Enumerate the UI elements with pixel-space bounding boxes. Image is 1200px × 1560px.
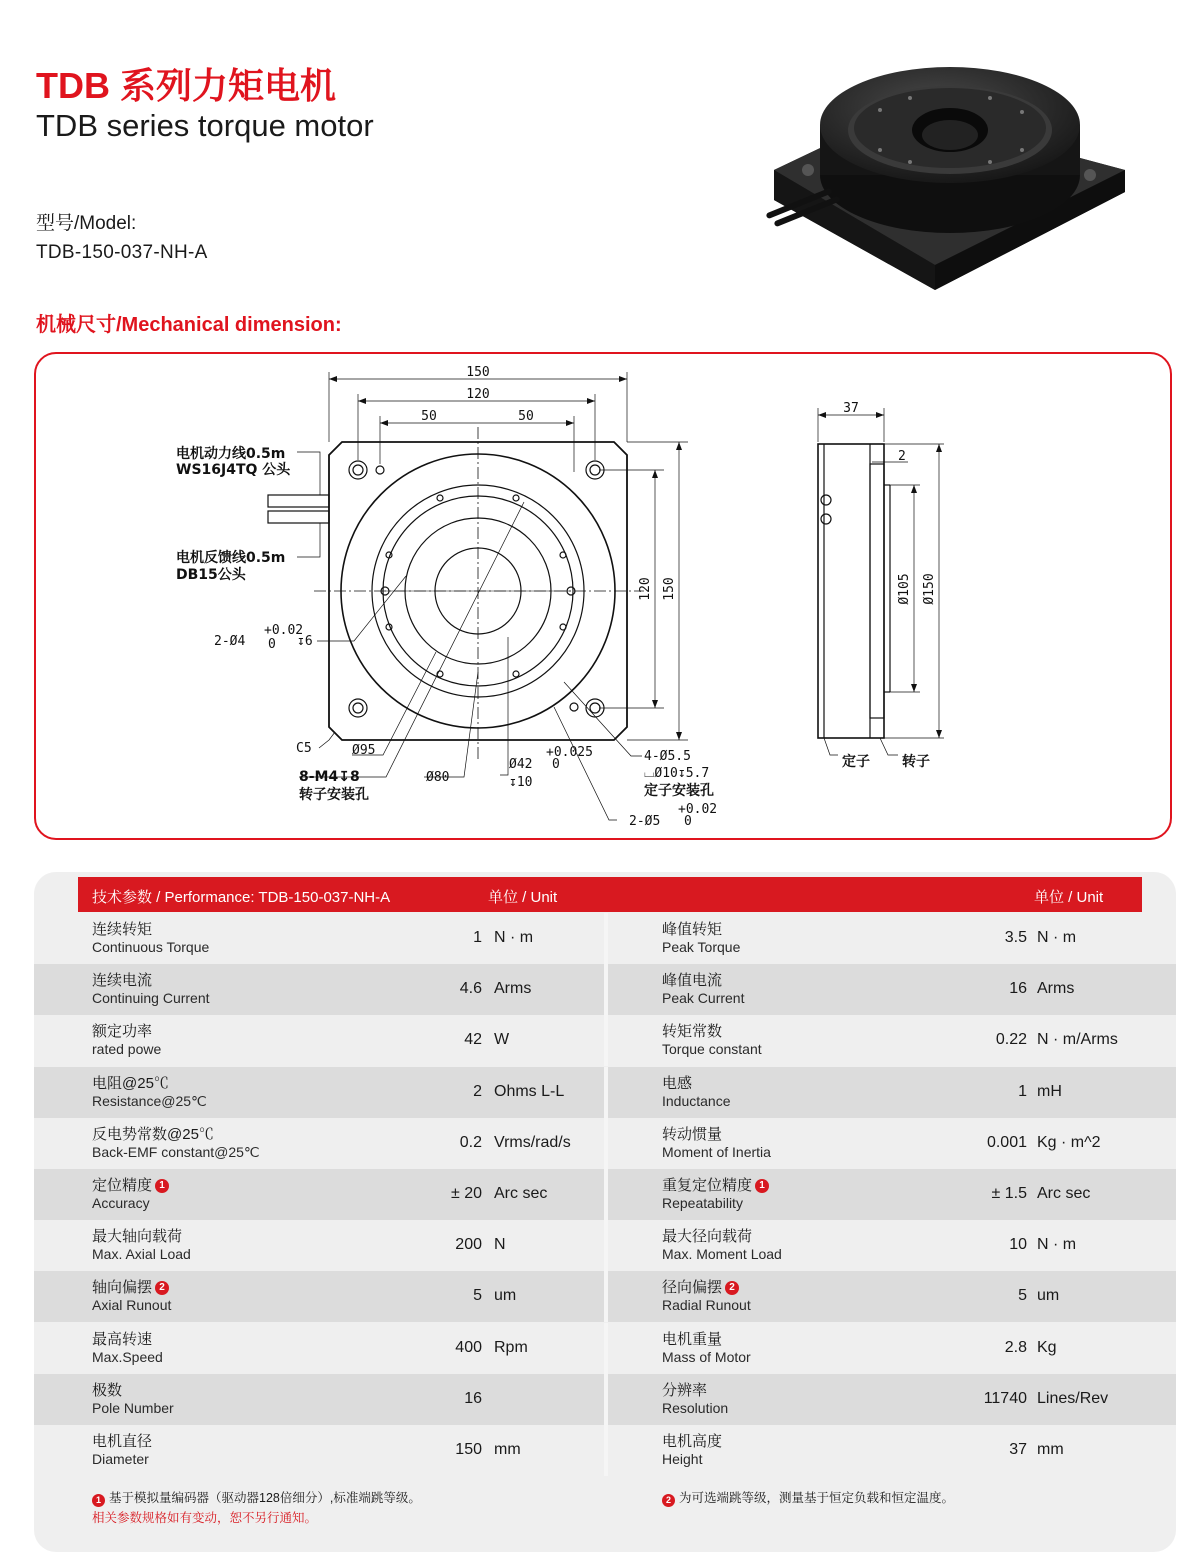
spec-value-left: 2 — [473, 1082, 482, 1100]
spec-name-en-right: Resolution — [662, 1399, 729, 1416]
spec-value-left: 16 — [464, 1389, 482, 1407]
spec-name-cn-left: 连续转矩 — [92, 921, 153, 938]
dia-150-label: Ø150 — [922, 573, 937, 605]
spec-name-en-left: Continuing Current — [92, 990, 210, 1007]
spec-value-left: 0.2 — [459, 1133, 482, 1151]
spec-name-en-left: rated powe — [92, 1041, 162, 1058]
spec-row — [34, 1425, 1176, 1476]
footnote-2-marker: 2 — [662, 1494, 675, 1507]
power-line-label-2: WS16J4TQ 公头 — [176, 462, 291, 478]
spec-row — [34, 1015, 1176, 1066]
spec-value-right: 1 — [1018, 1082, 1027, 1100]
mechanical-heading: 机械尺寸/Mechanical dimension: — [36, 314, 342, 336]
spec-name-en-left: Back-EMF constant@25℃ — [92, 1143, 260, 1160]
spec-row — [34, 913, 1176, 964]
motor-photo — [760, 50, 1140, 310]
footnote-1-text: 基于模拟量编码器（驱动器128倍细分）,标准端跳等级。 — [109, 1491, 421, 1505]
spec-name-en-right: Peak Torque — [662, 939, 741, 955]
spec-name-cn-right: 峰值转矩 — [662, 921, 723, 938]
performance-header — [78, 877, 1142, 912]
hole-2x5-tol-up: +0.02 — [678, 802, 718, 817]
spec-row — [34, 1220, 1176, 1271]
page-title-cn: TDB 系列力矩电机 — [36, 65, 336, 106]
row-divider — [604, 1015, 608, 1066]
dim-50b-label: 50 — [518, 409, 534, 424]
spec-name-en-right: Mass of Motor — [662, 1348, 751, 1365]
spec-unit-right: N · m — [1037, 1236, 1077, 1254]
note-marker: 2 — [725, 1281, 739, 1295]
hole-4x55-label: 4-Ø5.5 — [644, 749, 691, 764]
spec-name-en-right: Torque constant — [662, 1041, 762, 1058]
row-divider — [604, 1067, 608, 1118]
spec-name-en-left: Pole Number — [92, 1399, 174, 1416]
spec-name-en-right: Inductance — [662, 1092, 731, 1109]
dim-v150-label: 150 — [662, 577, 677, 601]
spec-name-cn-right: 电机高度 — [662, 1433, 723, 1450]
note-marker: 1 — [155, 1179, 169, 1193]
spec-unit-left: Rpm — [494, 1338, 528, 1356]
spec-row — [34, 1169, 1176, 1220]
spec-name-cn-right: 电机重量 — [662, 1330, 723, 1348]
hole-2x4-tol-up: +0.02 — [264, 623, 304, 638]
row-divider — [604, 1169, 608, 1220]
row-divider — [604, 1118, 608, 1169]
spec-unit-right: um — [1037, 1287, 1060, 1305]
stator-label: 定子 — [842, 754, 870, 770]
dim-37-label: 37 — [843, 401, 859, 416]
spec-value-right: 3.5 — [1004, 929, 1027, 946]
spec-unit-right: Arc sec — [1037, 1185, 1091, 1202]
spec-name-cn-right: 径向偏摆 2 — [662, 1276, 739, 1297]
spec-value-left: ± 20 — [450, 1185, 482, 1202]
row-divider — [604, 1374, 608, 1425]
footnote-1 — [92, 1488, 421, 1507]
spec-value-right: ± 1.5 — [991, 1185, 1027, 1202]
spec-value-right: 16 — [1009, 980, 1027, 998]
row-divider — [604, 1220, 608, 1271]
stator-mount-label: 定子安装孔 — [644, 783, 714, 799]
counterbore-label: ⌴Ø10↧5.7 — [644, 766, 710, 781]
row-divider — [604, 913, 608, 964]
hole-2x4-depth: ↧6 — [297, 634, 313, 649]
spec-unit-right: Kg · m^2 — [1037, 1133, 1101, 1151]
spec-unit-right: N · m/Arms — [1037, 1031, 1118, 1049]
spec-value-right: 0.22 — [995, 1031, 1027, 1049]
chamfer-label: C5 — [296, 741, 312, 756]
dia-105-label: Ø105 — [897, 573, 912, 605]
spec-unit-left: N — [494, 1236, 506, 1254]
dim-2-label: 2 — [898, 449, 906, 464]
spec-row — [34, 1118, 1176, 1169]
spec-row — [34, 964, 1176, 1015]
spec-name-en-left: Accuracy — [92, 1195, 150, 1211]
footnote-3: 相关参数规格如有变动，恕不另行通知。 — [92, 1511, 318, 1525]
spec-unit-right: Arms — [1037, 980, 1075, 998]
spec-value-right: 0.001 — [986, 1133, 1027, 1151]
row-divider — [604, 1323, 608, 1374]
spec-value-right: 11740 — [983, 1389, 1027, 1407]
dia-95-label: Ø95 — [352, 743, 376, 758]
spec-name-en-left: Continuous Torque — [92, 939, 210, 955]
spec-name-cn-right: 电感 — [662, 1074, 693, 1092]
spec-value-left: 1 — [473, 929, 482, 946]
spec-name-en-right: Radial Runout — [662, 1297, 751, 1314]
spec-name-en-right: Height — [662, 1451, 703, 1467]
spec-name-cn-right: 转矩常数 — [662, 1023, 723, 1041]
spec-name-en-right: Peak Current — [662, 990, 745, 1007]
dim-150-label: 150 — [466, 365, 490, 380]
spec-unit-right: mH — [1037, 1082, 1062, 1100]
performance-header-unit-left: 单位 / Unit — [488, 889, 558, 906]
dia-42-label: Ø42 — [509, 757, 533, 772]
dia-42-depth: ↧10 — [509, 775, 533, 790]
spec-name-en-left: Resistance@25℃ — [92, 1092, 207, 1109]
spec-value-right: 5 — [1018, 1287, 1027, 1305]
spec-name-cn-left: 额定功率 — [92, 1023, 153, 1041]
spec-name-en-right: Moment of Inertia — [662, 1143, 771, 1160]
performance-header-title: 技术参数 / Performance: TDB-150-037-NH-A — [92, 889, 391, 906]
row-divider — [604, 1271, 608, 1322]
note-marker: 2 — [155, 1281, 169, 1295]
spec-name-cn-left: 电机直径 — [92, 1433, 153, 1450]
spec-value-right: 10 — [1009, 1236, 1027, 1254]
spec-name-cn-left: 定位精度 1 — [92, 1174, 169, 1195]
spec-name-cn-left: 极数 — [92, 1381, 123, 1399]
spec-row — [34, 1323, 1176, 1374]
note-marker: 1 — [755, 1179, 769, 1193]
performance-header-unit-right: 单位 / Unit — [1034, 889, 1104, 906]
spec-row — [34, 1067, 1176, 1118]
dim-v120-label: 120 — [638, 577, 653, 601]
footnote-2-text: 为可选端跳等级，测量基于恒定负载和恒定温度。 — [679, 1491, 955, 1505]
spec-name-cn-right: 分辨率 — [662, 1381, 708, 1399]
spec-value-left: 5 — [473, 1287, 482, 1305]
hole-2x5-label: 2-Ø5 — [629, 814, 661, 829]
spec-unit-right: mm — [1037, 1441, 1064, 1458]
hole-2x5-tol-low: 0 — [684, 814, 692, 829]
spec-name-en-left: Max.Speed — [92, 1348, 163, 1365]
spec-unit-left: Vrms/rad/s — [494, 1133, 571, 1151]
spec-unit-left: N · m — [494, 929, 534, 946]
spec-value-right: 37 — [1009, 1441, 1027, 1458]
spec-name-cn-left: 反电势常数@25℃ — [92, 1125, 214, 1143]
row-divider — [604, 964, 608, 1015]
rotor-mount-label: 转子安装孔 — [299, 787, 369, 803]
footnote-1-marker: 1 — [92, 1494, 105, 1507]
dim-50a-label: 50 — [421, 409, 437, 424]
spec-name-cn-left: 电阻@25℃ — [92, 1074, 169, 1092]
spec-name-en-left: Diameter — [92, 1451, 149, 1467]
footnote-2 — [662, 1488, 954, 1507]
spec-name-en-right: Repeatability — [662, 1195, 743, 1211]
page-title-en: TDB series torque motor — [36, 108, 374, 143]
spec-value-left: 200 — [455, 1236, 482, 1254]
model-label: 型号/Model: — [36, 213, 137, 234]
spec-row — [34, 1374, 1176, 1425]
spec-unit-right: N · m — [1037, 929, 1077, 946]
hole-2x4-label: 2-Ø4 — [214, 634, 246, 649]
spec-name-cn-right: 最大径向载荷 — [662, 1228, 753, 1246]
spec-unit-left: um — [494, 1287, 517, 1305]
feedback-line-label-2: DB15公头 — [176, 567, 246, 583]
dia-80-label: Ø80 — [426, 770, 450, 785]
spec-row — [34, 1271, 1176, 1322]
spec-value-left: 150 — [455, 1441, 482, 1458]
dia-42-tol-up: +0.025 — [546, 745, 593, 760]
hole-2x4-tol-low: 0 — [268, 637, 276, 652]
spec-name-cn-left: 最大轴向载荷 — [92, 1228, 183, 1246]
rotor-label: 转子 — [902, 754, 930, 770]
feedback-line-label-1: 电机反馈线0.5m — [176, 550, 286, 566]
row-divider — [604, 1425, 608, 1476]
spec-value-left: 400 — [455, 1338, 482, 1356]
spec-name-en-left: Max. Axial Load — [92, 1246, 191, 1263]
spec-unit-right: Kg — [1037, 1338, 1057, 1356]
spec-name-cn-right: 转动惯量 — [662, 1125, 723, 1143]
m4-holes-label: 8-M4↧8 — [299, 769, 360, 785]
spec-name-cn-right: 峰值电流 — [662, 972, 723, 990]
power-line-label-1: 电机动力线0.5m — [176, 446, 286, 462]
spec-unit-right: Lines/Rev — [1037, 1389, 1109, 1407]
spec-value-left: 42 — [464, 1031, 482, 1049]
spec-value-left: 4.6 — [459, 980, 482, 998]
spec-unit-left: Arms — [494, 980, 532, 998]
spec-name-en-right: Max. Moment Load — [662, 1246, 782, 1263]
spec-unit-left: W — [494, 1031, 510, 1049]
model-value: TDB-150-037-NH-A — [36, 242, 208, 263]
spec-name-cn-right: 重复定位精度 1 — [662, 1174, 769, 1195]
spec-value-right: 2.8 — [1004, 1338, 1027, 1356]
spec-name-cn-left: 连续电流 — [92, 972, 153, 990]
spec-unit-left: Arc sec — [494, 1185, 548, 1202]
spec-unit-left: Ohms L-L — [494, 1082, 565, 1100]
mechanical-drawing — [34, 352, 1172, 840]
spec-name-en-left: Axial Runout — [92, 1297, 172, 1314]
spec-name-cn-left: 轴向偏摆 2 — [92, 1276, 169, 1297]
spec-unit-left: mm — [494, 1441, 521, 1458]
dim-120-label: 120 — [466, 387, 490, 402]
dia-42-tol-low: 0 — [552, 757, 560, 772]
spec-name-cn-left: 最高转速 — [92, 1330, 153, 1348]
